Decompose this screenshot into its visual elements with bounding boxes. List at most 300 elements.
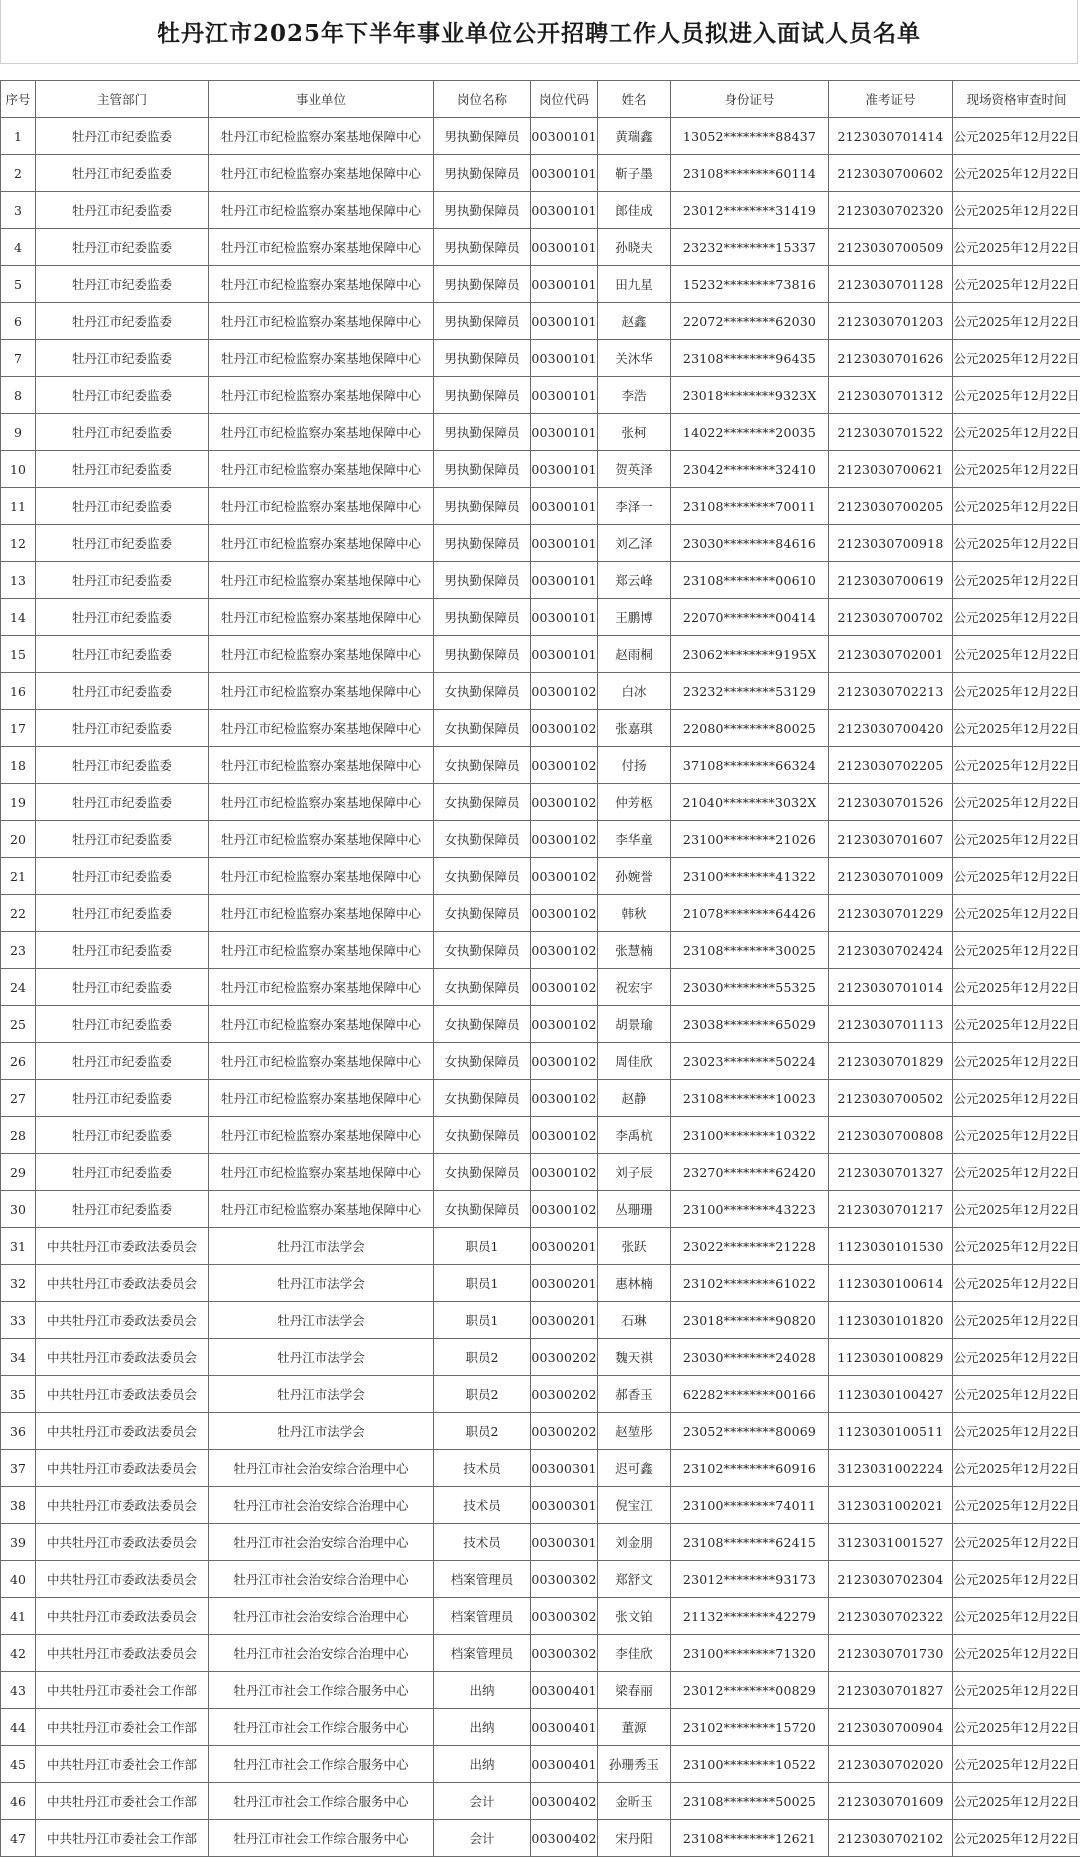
table-row: [1, 858, 1080, 895]
cell-unit: 牡丹江市纪检监察办案基地保障中心: [209, 710, 434, 747]
cell-position: 男执勤保障员: [434, 377, 531, 414]
cell-seq: 2: [1, 155, 36, 192]
cell-position-code: 00300102: [531, 858, 598, 895]
cell-unit: 牡丹江市社会治安综合治理中心: [209, 1561, 434, 1598]
cell-department: 牡丹江市纪委监委: [36, 1043, 209, 1080]
cell-position: 男执勤保障员: [434, 525, 531, 562]
cell-review-time: 公元2025年12月22日: [953, 266, 1080, 303]
cell-id-number: 23018********9323X: [671, 377, 829, 414]
cell-review-time: 公元2025年12月22日: [953, 1598, 1080, 1635]
cell-unit: 牡丹江市纪检监察办案基地保障中心: [209, 1191, 434, 1228]
cell-position-code: 00300201: [531, 1228, 598, 1265]
cell-department: 牡丹江市纪委监委: [36, 673, 209, 710]
cell-position-code: 00300402: [531, 1783, 598, 1820]
cell-review-time: 公元2025年12月22日: [953, 1376, 1080, 1413]
header-name: 姓名: [598, 81, 671, 118]
table-row: [1, 1302, 1080, 1339]
cell-name: 付扬: [598, 747, 671, 784]
cell-seq: 18: [1, 747, 36, 784]
table-row: [1, 488, 1080, 525]
cell-position: 职员2: [434, 1413, 531, 1450]
cell-position: 男执勤保障员: [434, 266, 531, 303]
cell-review-time: 公元2025年12月22日: [953, 1709, 1080, 1746]
cell-unit: 牡丹江市社会治安综合治理中心: [209, 1450, 434, 1487]
cell-position-code: 00300401: [531, 1709, 598, 1746]
cell-exam-number: 3123031001527: [829, 1524, 953, 1561]
table-row: [1, 562, 1080, 599]
cell-position-code: 00300202: [531, 1339, 598, 1376]
cell-seq: 24: [1, 969, 36, 1006]
cell-position-code: 00300301: [531, 1524, 598, 1561]
cell-id-number: 23108********70011: [671, 488, 829, 525]
cell-position: 出纳: [434, 1746, 531, 1783]
cell-review-time: 公元2025年12月22日: [953, 969, 1080, 1006]
cell-position: 技术员: [434, 1487, 531, 1524]
cell-position: 男执勤保障员: [434, 414, 531, 451]
cell-position-code: 00300302: [531, 1598, 598, 1635]
cell-position: 会计: [434, 1783, 531, 1820]
table-row: [1, 1783, 1080, 1820]
cell-department: 牡丹江市纪委监委: [36, 192, 209, 229]
cell-name: 郑云峰: [598, 562, 671, 599]
cell-seq: 17: [1, 710, 36, 747]
cell-id-number: 21078********64426: [671, 895, 829, 932]
cell-name: 李浩: [598, 377, 671, 414]
cell-position: 男执勤保障员: [434, 192, 531, 229]
cell-review-time: 公元2025年12月22日: [953, 1117, 1080, 1154]
cell-department: 中共牡丹江市委政法委员会: [36, 1302, 209, 1339]
cell-exam-number: 2123030700702: [829, 599, 953, 636]
cell-position-code: 00300102: [531, 710, 598, 747]
cell-exam-number: 2123030700205: [829, 488, 953, 525]
cell-exam-number: 2123030700502: [829, 1080, 953, 1117]
cell-name: 黄瑞鑫: [598, 118, 671, 155]
cell-review-time: 公元2025年12月22日: [953, 488, 1080, 525]
cell-name: 关沐华: [598, 340, 671, 377]
table-row: [1, 784, 1080, 821]
cell-seq: 34: [1, 1339, 36, 1376]
cell-position-code: 00300102: [531, 969, 598, 1006]
cell-department: 中共牡丹江市委政法委员会: [36, 1561, 209, 1598]
cell-unit: 牡丹江市法学会: [209, 1265, 434, 1302]
cell-name: 刘金朋: [598, 1524, 671, 1561]
cell-seq: 40: [1, 1561, 36, 1598]
cell-unit: 牡丹江市纪检监察办案基地保障中心: [209, 340, 434, 377]
cell-name: 李泽一: [598, 488, 671, 525]
cell-review-time: 公元2025年12月22日: [953, 858, 1080, 895]
cell-unit: 牡丹江市纪检监察办案基地保障中心: [209, 451, 434, 488]
cell-exam-number: 2123030700918: [829, 525, 953, 562]
table-row: [1, 821, 1080, 858]
cell-department: 中共牡丹江市委政法委员会: [36, 1265, 209, 1302]
cell-name: 迟可鑫: [598, 1450, 671, 1487]
cell-name: 丛珊珊: [598, 1191, 671, 1228]
cell-seq: 12: [1, 525, 36, 562]
cell-position: 男执勤保障员: [434, 340, 531, 377]
candidate-table: [0, 80, 1080, 1857]
cell-department: 牡丹江市纪委监委: [36, 525, 209, 562]
cell-department: 牡丹江市纪委监委: [36, 1080, 209, 1117]
cell-exam-number: 1123030100829: [829, 1339, 953, 1376]
title-box: [0, 0, 1078, 64]
cell-seq: 13: [1, 562, 36, 599]
table-row: [1, 118, 1080, 155]
cell-seq: 15: [1, 636, 36, 673]
cell-position: 女执勤保障员: [434, 710, 531, 747]
cell-department: 中共牡丹江市委政法委员会: [36, 1598, 209, 1635]
cell-department: 牡丹江市纪委监委: [36, 414, 209, 451]
cell-review-time: 公元2025年12月22日: [953, 340, 1080, 377]
cell-id-number: 23108********60114: [671, 155, 829, 192]
cell-department: 中共牡丹江市委社会工作部: [36, 1820, 209, 1857]
cell-exam-number: 1123030100614: [829, 1265, 953, 1302]
cell-seq: 25: [1, 1006, 36, 1043]
cell-exam-number: 2123030701203: [829, 303, 953, 340]
cell-position-code: 00300101: [531, 525, 598, 562]
cell-review-time: 公元2025年12月22日: [953, 895, 1080, 932]
cell-review-time: 公元2025年12月22日: [953, 1302, 1080, 1339]
cell-seq: 22: [1, 895, 36, 932]
cell-seq: 37: [1, 1450, 36, 1487]
cell-review-time: 公元2025年12月22日: [953, 599, 1080, 636]
cell-department: 牡丹江市纪委监委: [36, 451, 209, 488]
cell-seq: 27: [1, 1080, 36, 1117]
cell-department: 中共牡丹江市委政法委员会: [36, 1376, 209, 1413]
cell-unit: 牡丹江市纪检监察办案基地保障中心: [209, 525, 434, 562]
cell-exam-number: 2123030701607: [829, 821, 953, 858]
cell-position-code: 00300102: [531, 1154, 598, 1191]
table-row: [1, 229, 1080, 266]
header-exam-number: 准考证号: [829, 81, 953, 118]
cell-exam-number: 2123030701113: [829, 1006, 953, 1043]
cell-seq: 11: [1, 488, 36, 525]
cell-unit: 牡丹江市纪检监察办案基地保障中心: [209, 377, 434, 414]
table-row: [1, 1672, 1080, 1709]
table-row: [1, 969, 1080, 1006]
cell-position: 技术员: [434, 1450, 531, 1487]
cell-unit: 牡丹江市纪检监察办案基地保障中心: [209, 1006, 434, 1043]
cell-name: 韩秋: [598, 895, 671, 932]
cell-id-number: 23052********80069: [671, 1413, 829, 1450]
table-row: [1, 1524, 1080, 1561]
cell-position-code: 00300101: [531, 451, 598, 488]
cell-name: 刘乙泽: [598, 525, 671, 562]
table-row: [1, 673, 1080, 710]
cell-exam-number: 2123030702001: [829, 636, 953, 673]
cell-position: 女执勤保障员: [434, 747, 531, 784]
cell-department: 牡丹江市纪委监委: [36, 155, 209, 192]
table-row: [1, 1709, 1080, 1746]
cell-name: 张柯: [598, 414, 671, 451]
cell-position-code: 00300101: [531, 340, 598, 377]
cell-name: 郝香玉: [598, 1376, 671, 1413]
cell-exam-number: 2123030701609: [829, 1783, 953, 1820]
cell-exam-number: 2123030701414: [829, 118, 953, 155]
cell-position-code: 00300401: [531, 1672, 598, 1709]
table-row: [1, 1635, 1080, 1672]
cell-department: 牡丹江市纪委监委: [36, 1006, 209, 1043]
cell-review-time: 公元2025年12月22日: [953, 525, 1080, 562]
cell-department: 中共牡丹江市委政法委员会: [36, 1413, 209, 1450]
cell-id-number: 23232********53129: [671, 673, 829, 710]
cell-exam-number: 2123030702320: [829, 192, 953, 229]
cell-department: 中共牡丹江市委社会工作部: [36, 1746, 209, 1783]
table-row: [1, 599, 1080, 636]
table-header-row: [1, 81, 1080, 118]
cell-name: 魏天祺: [598, 1339, 671, 1376]
cell-department: 中共牡丹江市委社会工作部: [36, 1709, 209, 1746]
cell-position-code: 00300402: [531, 1820, 598, 1857]
cell-id-number: 23100********41322: [671, 858, 829, 895]
cell-position: 档案管理员: [434, 1561, 531, 1598]
cell-id-number: 23100********10322: [671, 1117, 829, 1154]
cell-name: 李华童: [598, 821, 671, 858]
cell-seq: 21: [1, 858, 36, 895]
cell-position-code: 00300301: [531, 1450, 598, 1487]
cell-position-code: 00300102: [531, 1006, 598, 1043]
table-row: [1, 1191, 1080, 1228]
cell-review-time: 公元2025年12月22日: [953, 192, 1080, 229]
cell-unit: 牡丹江市法学会: [209, 1228, 434, 1265]
table-row: [1, 303, 1080, 340]
cell-position: 会计: [434, 1820, 531, 1857]
cell-seq: 45: [1, 1746, 36, 1783]
cell-review-time: 公元2025年12月22日: [953, 932, 1080, 969]
cell-name: 张跃: [598, 1228, 671, 1265]
cell-name: 金昕玉: [598, 1783, 671, 1820]
table-row: [1, 1228, 1080, 1265]
cell-position-code: 00300102: [531, 1043, 598, 1080]
cell-unit: 牡丹江市社会治安综合治理中心: [209, 1487, 434, 1524]
cell-department: 牡丹江市纪委监委: [36, 710, 209, 747]
cell-unit: 牡丹江市社会工作综合服务中心: [209, 1820, 434, 1857]
table-row: [1, 1117, 1080, 1154]
cell-exam-number: 2123030701229: [829, 895, 953, 932]
cell-unit: 牡丹江市社会工作综合服务中心: [209, 1672, 434, 1709]
cell-id-number: 21132********42279: [671, 1598, 829, 1635]
cell-department: 牡丹江市纪委监委: [36, 969, 209, 1006]
cell-seq: 35: [1, 1376, 36, 1413]
cell-id-number: 23108********00610: [671, 562, 829, 599]
cell-exam-number: 2123030701128: [829, 266, 953, 303]
cell-position-code: 00300201: [531, 1302, 598, 1339]
cell-position-code: 00300101: [531, 562, 598, 599]
cell-unit: 牡丹江市纪检监察办案基地保障中心: [209, 673, 434, 710]
cell-position-code: 00300101: [531, 377, 598, 414]
cell-id-number: 23232********15337: [671, 229, 829, 266]
cell-id-number: 23012********31419: [671, 192, 829, 229]
table-row: [1, 1006, 1080, 1043]
cell-name: 王鹏博: [598, 599, 671, 636]
cell-position: 技术员: [434, 1524, 531, 1561]
cell-department: 中共牡丹江市委政法委员会: [36, 1635, 209, 1672]
cell-exam-number: 2123030702020: [829, 1746, 953, 1783]
cell-seq: 33: [1, 1302, 36, 1339]
cell-id-number: 23102********15720: [671, 1709, 829, 1746]
cell-position: 男执勤保障员: [434, 451, 531, 488]
cell-seq: 31: [1, 1228, 36, 1265]
cell-name: 石琳: [598, 1302, 671, 1339]
table-row: [1, 266, 1080, 303]
cell-id-number: 23108********50025: [671, 1783, 829, 1820]
cell-position-code: 00300302: [531, 1561, 598, 1598]
cell-name: 田九星: [598, 266, 671, 303]
cell-review-time: 公元2025年12月22日: [953, 1635, 1080, 1672]
cell-unit: 牡丹江市纪检监察办案基地保障中心: [209, 414, 434, 451]
cell-department: 中共牡丹江市委政法委员会: [36, 1524, 209, 1561]
cell-seq: 10: [1, 451, 36, 488]
cell-review-time: 公元2025年12月22日: [953, 821, 1080, 858]
cell-position: 男执勤保障员: [434, 155, 531, 192]
cell-exam-number: 2123030701217: [829, 1191, 953, 1228]
cell-unit: 牡丹江市法学会: [209, 1376, 434, 1413]
cell-department: 牡丹江市纪委监委: [36, 266, 209, 303]
cell-review-time: 公元2025年12月22日: [953, 377, 1080, 414]
cell-name: 梁春丽: [598, 1672, 671, 1709]
cell-position: 出纳: [434, 1672, 531, 1709]
cell-department: 牡丹江市纪委监委: [36, 821, 209, 858]
cell-position-code: 00300302: [531, 1635, 598, 1672]
cell-review-time: 公元2025年12月22日: [953, 414, 1080, 451]
cell-exam-number: 3123031002021: [829, 1487, 953, 1524]
cell-department: 牡丹江市纪委监委: [36, 1154, 209, 1191]
cell-exam-number: 2123030700619: [829, 562, 953, 599]
cell-exam-number: 2123030701312: [829, 377, 953, 414]
cell-position: 职员1: [434, 1302, 531, 1339]
cell-review-time: 公元2025年12月22日: [953, 1080, 1080, 1117]
cell-seq: 43: [1, 1672, 36, 1709]
header-department: 主管部门: [36, 81, 209, 118]
table-row: [1, 636, 1080, 673]
table-row: [1, 1598, 1080, 1635]
cell-name: 胡景瑜: [598, 1006, 671, 1043]
table-row: [1, 895, 1080, 932]
cell-review-time: 公元2025年12月22日: [953, 1820, 1080, 1857]
cell-department: 牡丹江市纪委监委: [36, 784, 209, 821]
cell-name: 郑舒文: [598, 1561, 671, 1598]
cell-department: 牡丹江市纪委监委: [36, 1191, 209, 1228]
cell-position-code: 00300101: [531, 488, 598, 525]
cell-unit: 牡丹江市纪检监察办案基地保障中心: [209, 747, 434, 784]
cell-position: 职员2: [434, 1376, 531, 1413]
cell-unit: 牡丹江市纪检监察办案基地保障中心: [209, 969, 434, 1006]
cell-id-number: 23108********62415: [671, 1524, 829, 1561]
cell-exam-number: 2123030701327: [829, 1154, 953, 1191]
cell-position: 女执勤保障员: [434, 784, 531, 821]
cell-name: 郎佳成: [598, 192, 671, 229]
cell-position: 男执勤保障员: [434, 488, 531, 525]
cell-department: 牡丹江市纪委监委: [36, 895, 209, 932]
cell-exam-number: 2123030701626: [829, 340, 953, 377]
cell-position: 男执勤保障员: [434, 636, 531, 673]
cell-unit: 牡丹江市纪检监察办案基地保障中心: [209, 636, 434, 673]
cell-review-time: 公元2025年12月22日: [953, 673, 1080, 710]
cell-unit: 牡丹江市纪检监察办案基地保障中心: [209, 784, 434, 821]
cell-id-number: 23102********61022: [671, 1265, 829, 1302]
cell-review-time: 公元2025年12月22日: [953, 1746, 1080, 1783]
cell-position-code: 00300202: [531, 1376, 598, 1413]
cell-id-number: 14022********20035: [671, 414, 829, 451]
cell-unit: 牡丹江市社会治安综合治理中心: [209, 1598, 434, 1635]
cell-exam-number: 2123030700509: [829, 229, 953, 266]
cell-department: 中共牡丹江市委政法委员会: [36, 1228, 209, 1265]
cell-review-time: 公元2025年12月22日: [953, 747, 1080, 784]
cell-position: 女执勤保障员: [434, 1043, 531, 1080]
cell-exam-number: 2123030701014: [829, 969, 953, 1006]
cell-name: 惠林楠: [598, 1265, 671, 1302]
cell-review-time: 公元2025年12月22日: [953, 451, 1080, 488]
cell-position: 职员1: [434, 1265, 531, 1302]
cell-name: 宋丹阳: [598, 1820, 671, 1857]
cell-name: 刘子辰: [598, 1154, 671, 1191]
cell-id-number: 23023********50224: [671, 1043, 829, 1080]
cell-id-number: 21040********3032X: [671, 784, 829, 821]
cell-position: 女执勤保障员: [434, 1117, 531, 1154]
cell-name: 祝宏宇: [598, 969, 671, 1006]
cell-position-code: 00300102: [531, 1080, 598, 1117]
cell-exam-number: 2123030700621: [829, 451, 953, 488]
cell-seq: 19: [1, 784, 36, 821]
table-body: [1, 118, 1080, 1857]
cell-exam-number: 2123030701522: [829, 414, 953, 451]
cell-seq: 30: [1, 1191, 36, 1228]
table-row: [1, 1450, 1080, 1487]
cell-position-code: 00300102: [531, 784, 598, 821]
cell-name: 董源: [598, 1709, 671, 1746]
cell-unit: 牡丹江市纪检监察办案基地保障中心: [209, 229, 434, 266]
cell-id-number: 62282********00166: [671, 1376, 829, 1413]
cell-seq: 6: [1, 303, 36, 340]
table-row: [1, 1080, 1080, 1117]
cell-unit: 牡丹江市纪检监察办案基地保障中心: [209, 895, 434, 932]
cell-position: 男执勤保障员: [434, 303, 531, 340]
cell-id-number: 22070********00414: [671, 599, 829, 636]
cell-unit: 牡丹江市纪检监察办案基地保障中心: [209, 932, 434, 969]
cell-unit: 牡丹江市社会工作综合服务中心: [209, 1783, 434, 1820]
cell-unit: 牡丹江市纪检监察办案基地保障中心: [209, 303, 434, 340]
cell-unit: 牡丹江市社会治安综合治理中心: [209, 1635, 434, 1672]
cell-exam-number: 2123030701730: [829, 1635, 953, 1672]
cell-seq: 46: [1, 1783, 36, 1820]
cell-seq: 20: [1, 821, 36, 858]
table-row: [1, 1265, 1080, 1302]
header-position: 岗位名称: [434, 81, 531, 118]
cell-department: 牡丹江市纪委监委: [36, 858, 209, 895]
cell-seq: 4: [1, 229, 36, 266]
cell-seq: 39: [1, 1524, 36, 1561]
cell-seq: 1: [1, 118, 36, 155]
cell-position: 职员1: [434, 1228, 531, 1265]
cell-department: 牡丹江市纪委监委: [36, 229, 209, 266]
cell-review-time: 公元2025年12月22日: [953, 1672, 1080, 1709]
table-row: [1, 1154, 1080, 1191]
cell-name: 孙珊秀玉: [598, 1746, 671, 1783]
cell-review-time: 公元2025年12月22日: [953, 1228, 1080, 1265]
cell-id-number: 23030********55325: [671, 969, 829, 1006]
cell-id-number: 23102********60916: [671, 1450, 829, 1487]
cell-department: 中共牡丹江市委政法委员会: [36, 1450, 209, 1487]
cell-review-time: 公元2025年12月22日: [953, 1191, 1080, 1228]
cell-exam-number: 2123030701829: [829, 1043, 953, 1080]
cell-exam-number: 2123030700904: [829, 1709, 953, 1746]
table-row: [1, 1746, 1080, 1783]
cell-department: 牡丹江市纪委监委: [36, 562, 209, 599]
cell-id-number: 23100********71320: [671, 1635, 829, 1672]
cell-unit: 牡丹江市纪检监察办案基地保障中心: [209, 858, 434, 895]
cell-position: 档案管理员: [434, 1598, 531, 1635]
cell-seq: 26: [1, 1043, 36, 1080]
cell-unit: 牡丹江市法学会: [209, 1339, 434, 1376]
